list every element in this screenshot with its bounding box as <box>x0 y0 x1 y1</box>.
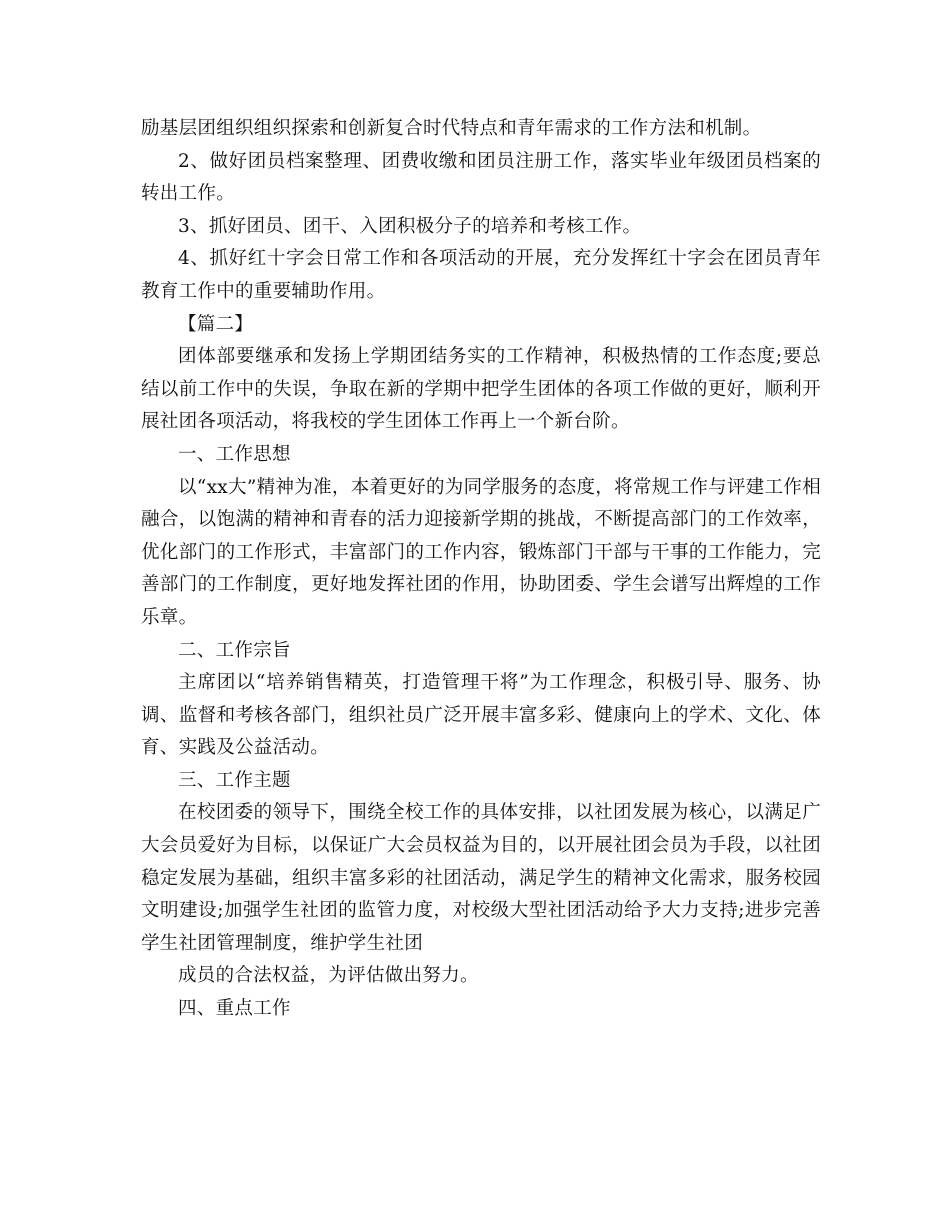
section-heading-work-theme: 三、工作主题 <box>178 769 291 791</box>
paragraph-work-theme: 在校团委的领导下，围绕全校工作的具体安排，以社团发展为核心，以满足广大会员爱好为目标，以保证广大会员权益为目的，以开展社团会员为手段，以社团稳定发展为基础，组织丰富多彩的社团活动，满足学生的精神文化需求，服务校园文明建设;加强学生社团的监管力度，对校级大型社团活动给予大力支持;进步完善学生社团管理制度，维护学生社团 <box>141 802 821 954</box>
paragraph-work-purpose: 主席团以“培养销售精英，打造管理干将”为工作理念，积极引导、服务、协调、监督和考核各部门，组织社员广泛开展丰富多彩、健康向上的学术、文化、体育、实践及公益活动。 <box>141 672 821 759</box>
document-body <box>141 113 821 1026</box>
section-heading-work-purpose: 二、工作宗旨 <box>178 639 291 661</box>
section-heading-part-two: 【篇二】 <box>178 313 254 335</box>
paragraph-item-4: 4、抓好红十字会日常工作和各项活动的开展，充分发挥红十字会在团员青年教育工作中的重要辅助作用。 <box>141 248 821 302</box>
section-heading-work-thought: 一、工作思想 <box>178 443 291 465</box>
paragraph-work-theme-continued: 成员的合法权益，为评估做出努力。 <box>178 965 479 987</box>
paragraph-item-3: 3、抓好团员、团干、入团积极分子的培养和考核工作。 <box>178 215 642 237</box>
paragraph-intro: 团体部要继承和发扬上学期团结务实的工作精神，积极热情的工作态度;要总结以前工作中的失误，争取在新的学期中把学生团体的各项工作做的更好，顺利开展社团各项活动，将我校的学生团体工作再上一个新台阶。 <box>141 346 821 433</box>
paragraph-continuation: 励基层团组织组织探索和创新复合时代特点和青年需求的工作方法和机制。 <box>141 118 762 139</box>
paragraph-item-2: 2、做好团员档案整理、团费收缴和团员注册工作，落实毕业年级团员档案的转出工作。 <box>141 150 821 205</box>
paragraph-work-thought: 以“xx大”精神为准，本着更好的为同学服务的态度，将常规工作与评建工作相融合，以饱满的精神和青春的活力迎接新学期的挑战，不断提高部门的工作效率，优化部门的工作形式，丰富部门的工作内容，锻炼部门干部与干事的工作能力，完善部门的工作制度，更好地发挥社团的作用，协助团委、学生会谱写出辉煌的工作乐章。 <box>141 476 821 628</box>
section-heading-key-work: 四、重点工作 <box>178 998 291 1020</box>
